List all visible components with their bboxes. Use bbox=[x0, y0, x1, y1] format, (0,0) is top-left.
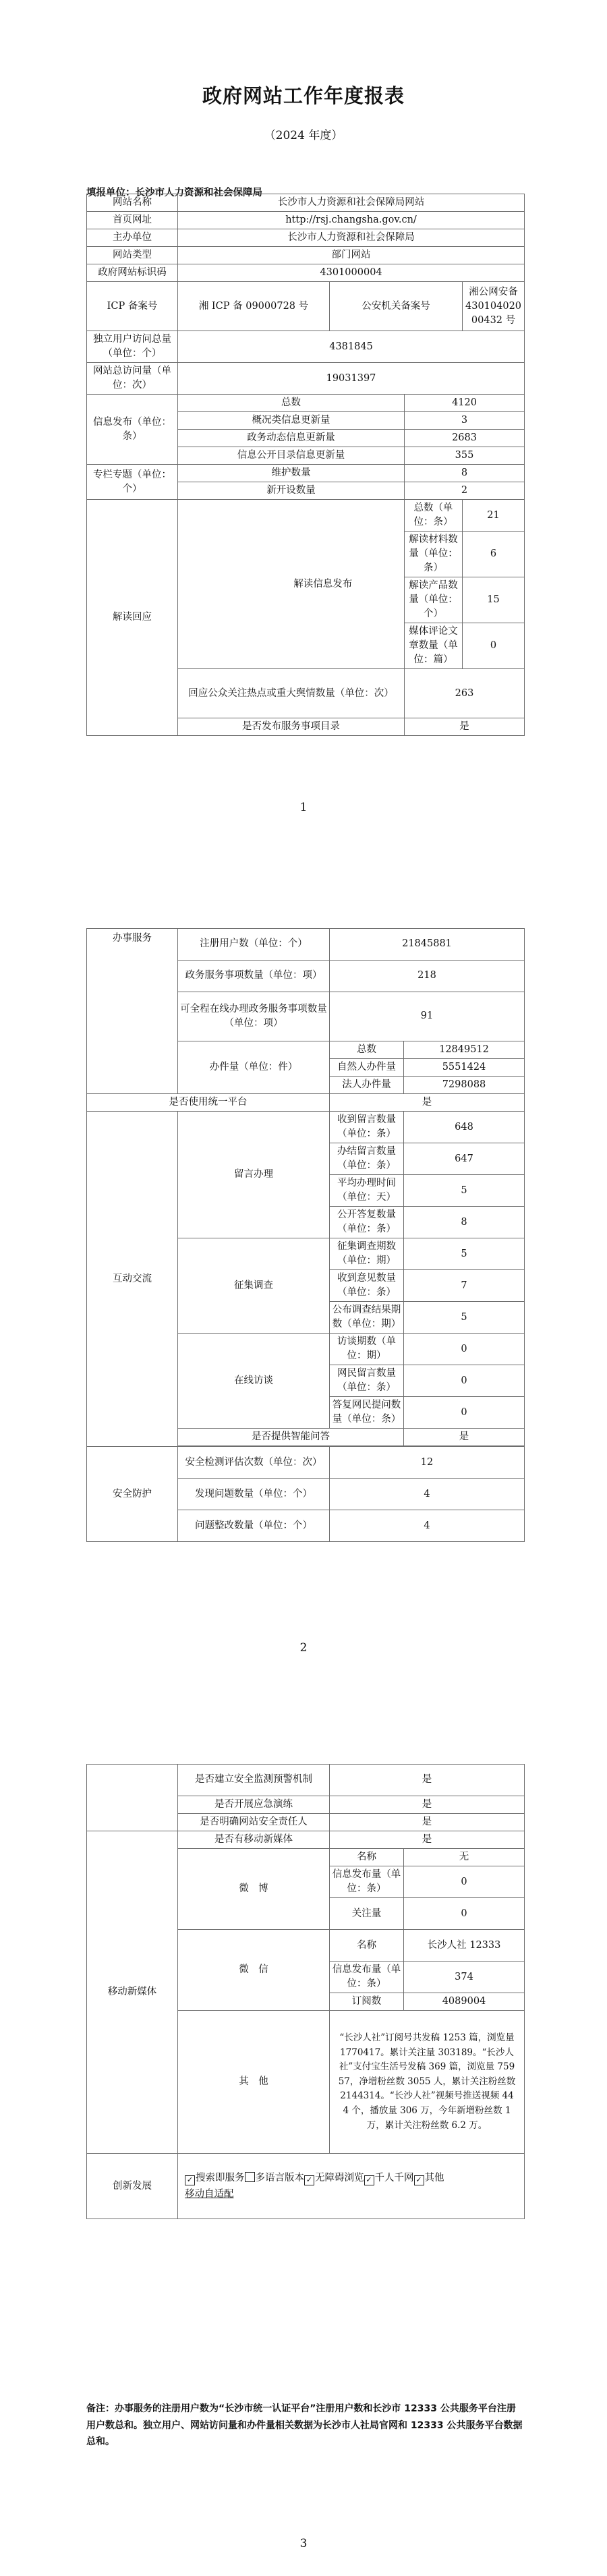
handle-label: 办件量（单位：件） bbox=[178, 1041, 330, 1094]
table-page3 bbox=[86, 1764, 525, 2219]
wechat-name: 长沙人社 12333 bbox=[404, 1930, 525, 1962]
site-code-label: 政府网站标识码 bbox=[87, 264, 178, 282]
uv-label: 独立用户访问总量（单位：个） bbox=[87, 331, 178, 363]
talk-questions-label: 网民留言数量（单位：条） bbox=[330, 1365, 404, 1397]
sec-found: 4 bbox=[330, 1479, 525, 1510]
online-value: 91 bbox=[330, 992, 525, 1041]
site-type-label: 网站类型 bbox=[87, 247, 178, 264]
msg-done-label: 办结留言数量（单位：条） bbox=[330, 1143, 404, 1175]
handle-person: 5551424 bbox=[404, 1059, 525, 1077]
interp-spacer bbox=[178, 500, 242, 669]
interp-material-label: 解读材料数量（单位：条） bbox=[405, 532, 463, 577]
site-name: 长沙市人力资源和社会保障局网站 bbox=[178, 194, 525, 212]
msg-public: 8 bbox=[404, 1207, 525, 1238]
innov-option-search[interactable]: ✓ 搜索即服务 bbox=[185, 2173, 245, 2183]
site-type: 部门网站 bbox=[178, 247, 525, 264]
resp-value: 是 bbox=[330, 1814, 525, 1831]
sec-test-label: 安全检测评估次数（单位：次） bbox=[178, 1447, 330, 1479]
sponsor: 长沙市人力资源和社会保障局 bbox=[178, 229, 525, 247]
msg-days-label: 平均办理时间（单位：天） bbox=[330, 1175, 404, 1207]
info-release-label: 信息发布（单位：条） bbox=[87, 395, 178, 465]
site-name-label: 网站名称 bbox=[87, 194, 178, 212]
filing-unit: 填报单位：长沙市人力资源和社会保障局 bbox=[86, 188, 262, 198]
msg-label: 留言办理 bbox=[178, 1112, 330, 1238]
unified-label: 是否使用统一平台 bbox=[87, 1094, 330, 1112]
talk-answers: 0 bbox=[404, 1397, 525, 1429]
reg-label: 注册用户数（单位：个） bbox=[178, 929, 330, 961]
interp-catalog: 是 bbox=[405, 718, 525, 736]
interp-catalog-label: 是否发布服务事项目录 bbox=[178, 718, 405, 736]
survey-opinions-label: 收到意见数量（单位：条） bbox=[330, 1270, 404, 1302]
smart-qa-label: 是否提供智能问答 bbox=[178, 1429, 404, 1446]
checkbox-icon[interactable]: ✓ bbox=[185, 2175, 195, 2185]
msg-recv-label: 收到留言数量（单位：条） bbox=[330, 1112, 404, 1143]
handle-total-label: 总数 bbox=[330, 1041, 404, 1059]
report-year: （2024 年度） bbox=[264, 129, 343, 142]
wechat-subs: 4089004 bbox=[404, 1993, 525, 2011]
interp-total: 21 bbox=[463, 500, 525, 532]
report-title: 政府网站工作年度报表 bbox=[202, 84, 405, 107]
weibo-name-label: 名称 bbox=[330, 1849, 404, 1866]
psb-label: 公安机关备案号 bbox=[330, 282, 463, 331]
mobile-label: 移动新媒体 bbox=[87, 1831, 178, 2154]
column-maint-label: 维护数量 bbox=[178, 465, 405, 482]
msg-recv: 648 bbox=[404, 1112, 525, 1143]
info-total-label: 总数 bbox=[178, 395, 405, 412]
survey-opinions: 7 bbox=[404, 1270, 525, 1302]
reg-value: 21845881 bbox=[330, 929, 525, 961]
interp-product: 15 bbox=[463, 577, 525, 623]
remark-note: 备注：办事服务的注册用户数为“长沙市统一认证平台”注册用户数和长沙市 12333 公共服务平台注册用户数总和。独立用户、网站访问量和办件量相关数据为长沙市人社局官网和 12333 公共服务平台数据总和。 bbox=[86, 2403, 523, 2447]
interp-media: 0 bbox=[463, 623, 525, 669]
security-label: 安全防护 bbox=[87, 1447, 178, 1542]
pv-label: 网站总访问量（单位：次） bbox=[87, 363, 178, 395]
checkbox-icon[interactable]: ✓ bbox=[304, 2175, 314, 2185]
unified-value: 是 bbox=[330, 1094, 525, 1112]
weibo-posts: 0 bbox=[404, 1866, 525, 1898]
drill-label: 是否开展应急演练 bbox=[178, 1796, 330, 1814]
info-open: 355 bbox=[405, 447, 525, 465]
weibo-follow-label: 关注量 bbox=[330, 1898, 404, 1930]
innov-option-multilang[interactable]: 多语言版本 bbox=[245, 2173, 305, 2183]
info-total: 4120 bbox=[405, 395, 525, 412]
homepage-url[interactable]: http://rsj.changsha.gov.cn/ bbox=[178, 212, 525, 229]
interp-product-label: 解读产品数量（单位：个） bbox=[405, 577, 463, 623]
interact-label: 互动交流 bbox=[87, 1112, 178, 1447]
interp-respond-label: 回应公众关注热点或重大舆情数量（单位：次） bbox=[178, 669, 405, 718]
weibo-name: 无 bbox=[404, 1849, 525, 1866]
talk-label: 在线访谈 bbox=[178, 1334, 330, 1429]
service-label: 办事服务 bbox=[87, 929, 178, 1094]
talk-questions: 0 bbox=[404, 1365, 525, 1397]
wechat-label: 微 信 bbox=[178, 1930, 330, 2011]
warn-value: 是 bbox=[330, 1765, 525, 1796]
column-new-label: 新开设数量 bbox=[178, 482, 405, 500]
wechat-name-label: 名称 bbox=[330, 1930, 404, 1962]
msg-done: 647 bbox=[404, 1143, 525, 1175]
icp-label: ICP 备案号 bbox=[87, 282, 178, 331]
handle-total: 12849512 bbox=[404, 1041, 525, 1059]
handle-legal: 7298088 bbox=[404, 1077, 525, 1094]
talk-periods: 0 bbox=[404, 1334, 525, 1365]
uv-value: 4381845 bbox=[178, 331, 525, 363]
info-news: 2683 bbox=[405, 430, 525, 447]
site-code: 4301000004 bbox=[178, 264, 525, 282]
checkbox-icon[interactable]: ✓ bbox=[364, 2175, 374, 2185]
info-news-label: 政务动态信息更新量 bbox=[178, 430, 405, 447]
survey-periods-label: 征集调查期数（单位：期） bbox=[330, 1238, 404, 1270]
security-cont-spacer bbox=[87, 1765, 178, 1831]
innov-options bbox=[178, 2154, 525, 2219]
wechat-posts-label: 信息发布量（单位：条） bbox=[330, 1962, 404, 1993]
sec-fixed: 4 bbox=[330, 1510, 525, 1542]
page-number-1: 1 bbox=[299, 801, 308, 814]
sec-found-label: 发现问题数量（单位：个） bbox=[178, 1479, 330, 1510]
checkbox-icon[interactable]: ✓ bbox=[414, 2175, 424, 2185]
survey-results-label: 公布调查结果期数（单位：期） bbox=[330, 1302, 404, 1334]
info-overview-label: 概况类信息更新量 bbox=[178, 412, 405, 430]
smart-qa-value: 是 bbox=[404, 1429, 525, 1446]
interp-material: 6 bbox=[463, 532, 525, 577]
weibo-follow: 0 bbox=[404, 1898, 525, 1930]
innov-label: 创新发展 bbox=[87, 2154, 178, 2219]
online-label: 可全程在线办理政务服务事项数量（单位：项） bbox=[178, 992, 330, 1041]
survey-periods: 5 bbox=[404, 1238, 525, 1270]
interp-total-label: 总数（单位：条） bbox=[405, 500, 463, 532]
page-number-2: 2 bbox=[299, 1641, 308, 1655]
talk-answers-label: 答复网民提问数量（单位：条） bbox=[330, 1397, 404, 1429]
wechat-subs-label: 订阅数 bbox=[330, 1993, 404, 2011]
weibo-label: 微 博 bbox=[178, 1849, 330, 1930]
talk-periods-label: 访谈期数（单位：期） bbox=[330, 1334, 404, 1365]
pv-value: 19031397 bbox=[178, 363, 525, 395]
weibo-posts-label: 信息发布量（单位：条） bbox=[330, 1866, 404, 1898]
innov-option-personal[interactable]: ✓ 千人千网 bbox=[364, 2173, 414, 2183]
interp-media-label: 媒体评论文章数量（单位：篇） bbox=[405, 623, 463, 669]
wechat-posts: 374 bbox=[404, 1962, 525, 1993]
msg-days: 5 bbox=[404, 1175, 525, 1207]
info-overview: 3 bbox=[405, 412, 525, 430]
warn-label: 是否建立安全监测预警机制 bbox=[178, 1765, 330, 1796]
page-number-3: 3 bbox=[299, 2537, 308, 2550]
info-open-label: 信息公开目录信息更新量 bbox=[178, 447, 405, 465]
items-label: 政务服务事项数量（单位：项） bbox=[178, 961, 330, 992]
sec-fixed-label: 问题整改数量（单位：个） bbox=[178, 1510, 330, 1542]
column-new: 2 bbox=[405, 482, 525, 500]
drill-value: 是 bbox=[330, 1796, 525, 1814]
resp-label: 是否明确网站安全责任人 bbox=[178, 1814, 330, 1831]
column-maint: 8 bbox=[405, 465, 525, 482]
survey-label: 征集调查 bbox=[178, 1238, 330, 1334]
interp-label: 解读回应 bbox=[87, 500, 178, 736]
column-label: 专栏专题（单位：个） bbox=[87, 465, 178, 500]
sec-test: 12 bbox=[330, 1447, 525, 1479]
table-page2 bbox=[86, 928, 525, 1542]
items-value: 218 bbox=[330, 961, 525, 992]
icp-number: 湘 ICP 备 09000728 号 bbox=[178, 282, 330, 331]
interp-release-label: 解读信息发布 bbox=[242, 500, 405, 669]
survey-results: 5 bbox=[404, 1302, 525, 1334]
innov-extra: 移动自适配 bbox=[185, 2189, 234, 2200]
innov-option-other[interactable]: ✓ 其他 bbox=[414, 2173, 444, 2183]
checkbox-icon[interactable] bbox=[245, 2172, 255, 2182]
interp-respond: 263 bbox=[405, 669, 525, 718]
handle-person-label: 自然人办件量 bbox=[330, 1059, 404, 1077]
homepage-label: 首页网址 bbox=[87, 212, 178, 229]
innov-option-accessible[interactable]: ✓ 无障碍浏览 bbox=[304, 2173, 364, 2183]
has-mobile-label: 是否有移动新媒体 bbox=[178, 1831, 330, 1849]
handle-legal-label: 法人办件量 bbox=[330, 1077, 404, 1094]
table-page1 bbox=[86, 194, 525, 736]
has-mobile-value: 是 bbox=[330, 1831, 525, 1849]
msg-public-label: 公开答复数量（单位：条） bbox=[330, 1207, 404, 1238]
psb-number: 湘公网安备 43010402000432 号 bbox=[463, 282, 525, 331]
other-media-text: “长沙人社”订阅号共发稿 1253 篇，浏览量 1770417。累计关注量 303189。“长沙人社”支付宝生活号发稿 369 篇，浏览量 75957，净增粉丝数 3055 人，累计关注粉丝数 2144314。“长沙人社”视频号推送视频 444 个，播放量 306 万，今年新增粉丝数 1 万，累计关注粉丝数 6.2 万。 bbox=[330, 2011, 525, 2154]
other-media-label: 其 他 bbox=[178, 2011, 330, 2154]
sponsor-label: 主办单位 bbox=[87, 229, 178, 247]
